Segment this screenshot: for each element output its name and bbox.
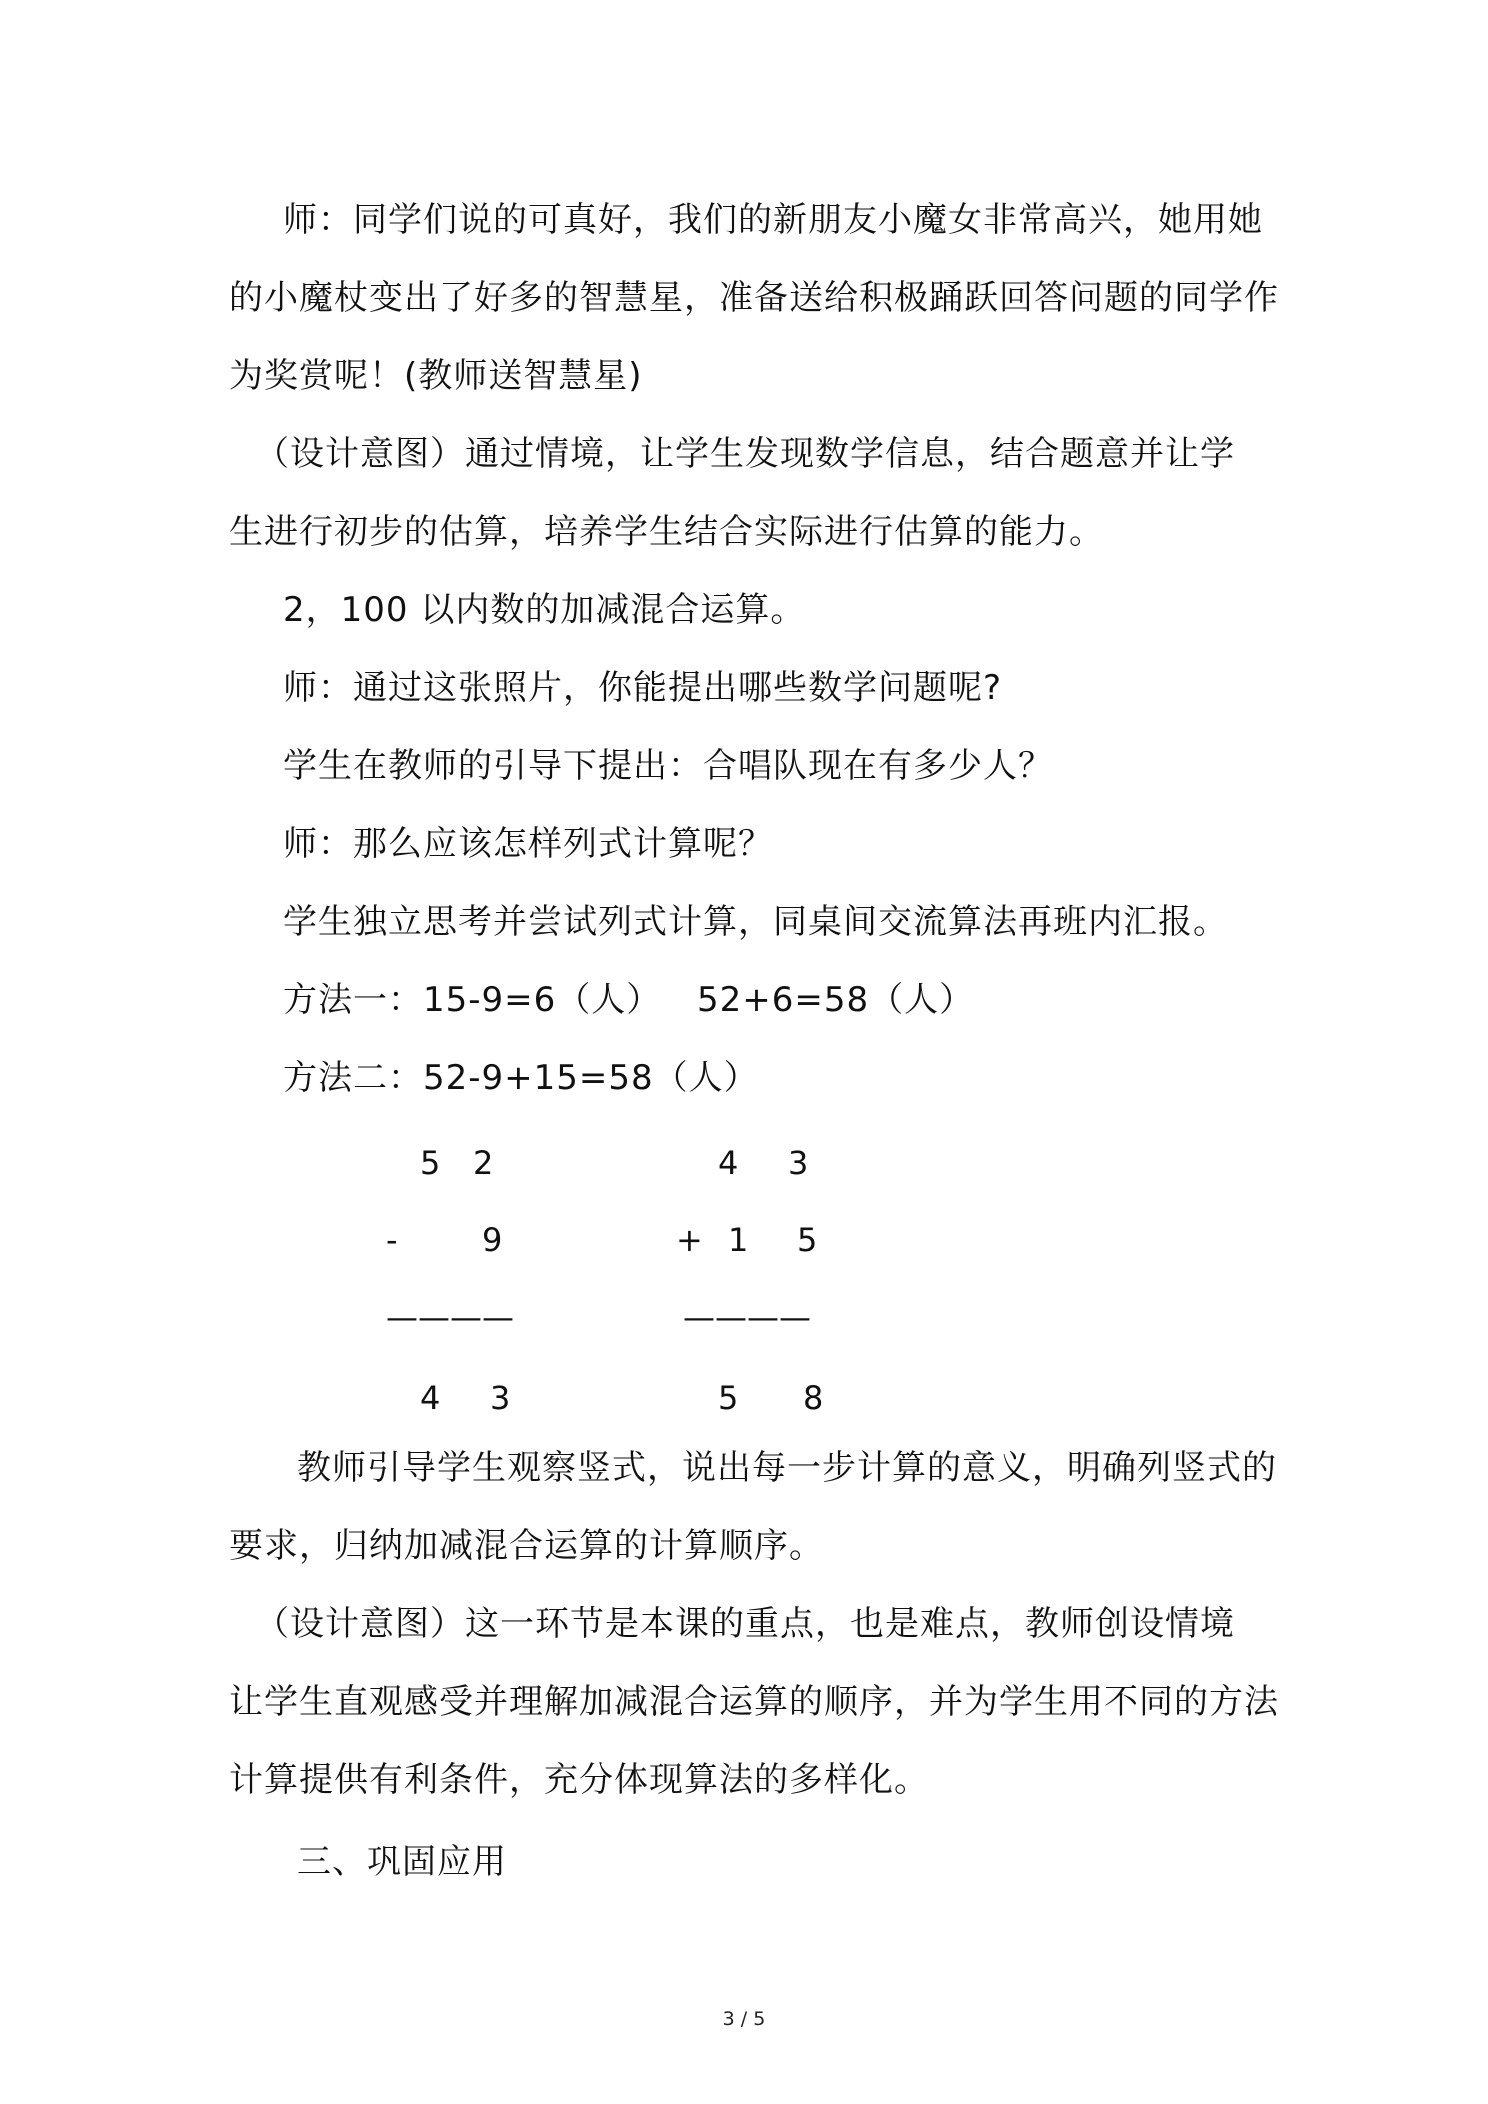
method-one-step-two: 52+6=58（人） xyxy=(697,980,975,1020)
paragraph-line: 要求，归纳加减混合运算的计算顺序。 xyxy=(229,1526,824,1566)
paragraph-line: 的小魔杖变出了好多的智慧星，准备送给积极踊跃回答问题的同学作 xyxy=(229,278,1279,318)
vc-right-result-tens: 5 xyxy=(718,1379,739,1417)
method-two: 方法二：52-9+15=58（人） xyxy=(283,1058,759,1098)
vc-right-second-tens: 1 xyxy=(728,1221,749,1259)
paragraph-line: （设计意图）通过情境，让学生发现数学信息，结合题意并让学 xyxy=(255,434,1235,474)
vc-right-result-ones: 8 xyxy=(803,1379,824,1417)
vc-right-rule: ———— xyxy=(683,1298,811,1336)
vc-right-top-tens: 4 xyxy=(718,1144,739,1182)
paragraph-line: 学生在教师的引导下提出：合唱队现在有多少人？ xyxy=(283,746,1053,786)
paragraph-line: 师：同学们说的可真好，我们的新朋友小魔女非常高兴，她用她 xyxy=(283,200,1263,240)
vc-left-result-tens: 4 xyxy=(420,1379,441,1417)
paragraph-line: 让学生直观感受并理解加减混合运算的顺序，并为学生用不同的方法 xyxy=(229,1682,1279,1722)
paragraph-line: 为奖赏呢！(教师送智慧星) xyxy=(229,356,643,396)
vc-right-operator: + xyxy=(676,1221,703,1259)
paragraph-line: 学生独立思考并尝试列式计算，同桌间交流算法再班内汇报。 xyxy=(283,902,1228,942)
paragraph-line: 生进行初步的估算，培养学生结合实际进行估算的能力。 xyxy=(229,512,1104,552)
vc-left-rule: ———— xyxy=(386,1298,514,1336)
method-one: 方法一：15-9=6（人） xyxy=(283,980,662,1020)
paragraph-line: 师：那么应该怎样列式计算呢？ xyxy=(283,824,773,864)
section-heading: 2，100 以内数的加减混合运算。 xyxy=(283,590,806,630)
paragraph-line: （设计意图）这一环节是本课的重点，也是难点，教师创设情境 xyxy=(255,1604,1235,1644)
section-heading: 三、巩固应用 xyxy=(297,1842,507,1882)
vc-left-result-ones: 3 xyxy=(490,1379,511,1417)
vc-left-second-ones: 9 xyxy=(482,1221,503,1259)
page-number: 3 / 5 xyxy=(722,2008,766,2030)
vc-left-operator: - xyxy=(386,1221,398,1259)
vc-left-top-tens: 5 xyxy=(420,1144,441,1182)
paragraph-line: 计算提供有利条件，充分体现算法的多样化。 xyxy=(229,1760,929,1800)
vc-right-second-ones: 5 xyxy=(797,1221,818,1259)
paragraph-line: 教师引导学生观察竖式，说出每一步计算的意义，明确列竖式的 xyxy=(297,1448,1277,1488)
vc-right-top-ones: 3 xyxy=(788,1144,809,1182)
paragraph-line: 师：通过这张照片，你能提出哪些数学问题呢? xyxy=(283,668,1003,708)
vc-left-top-ones: 2 xyxy=(473,1144,494,1182)
